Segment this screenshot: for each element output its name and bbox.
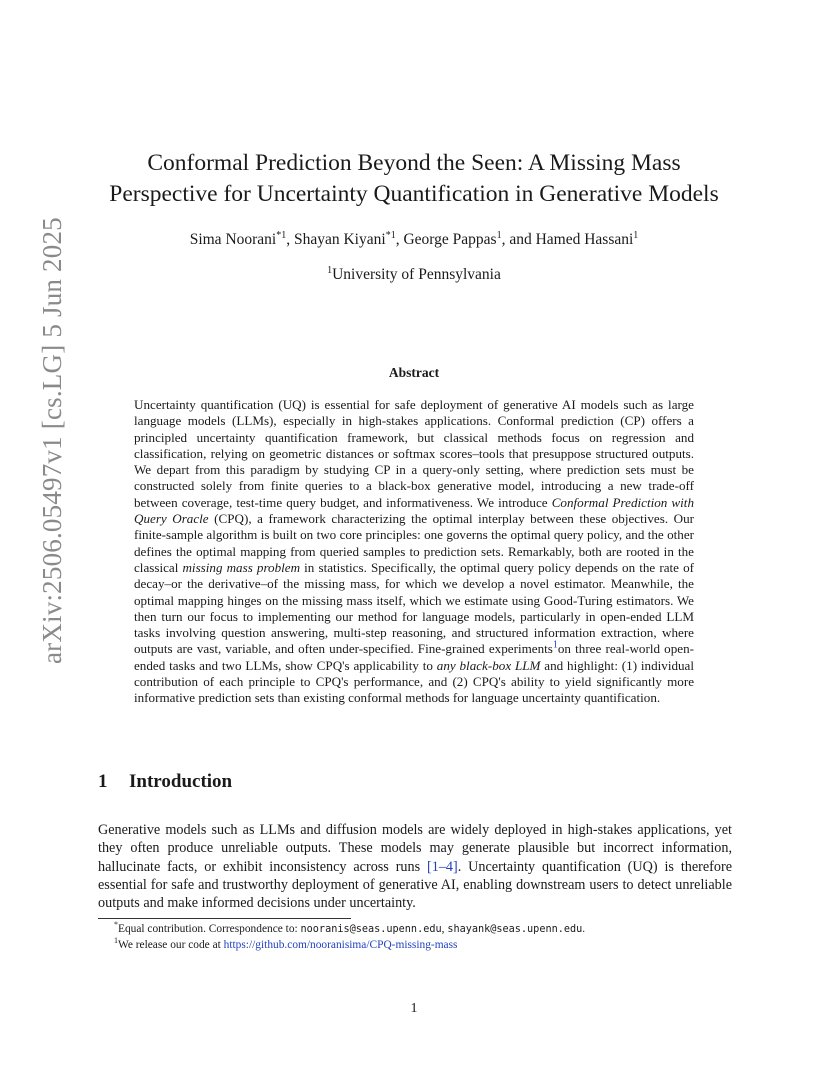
author-1-affil: *1: [276, 229, 287, 241]
author-separator: , and: [501, 231, 536, 248]
author-3-affil: 1: [496, 229, 502, 241]
footnote-2: [114, 935, 734, 954]
footnote-reference[interactable]: 1: [552, 640, 558, 652]
abstract-text: (CPQ), a framework characterizing the optimal interplay between these objectives. Our finite-sample algorithm is built on two core principles: one governs the optimal query policy, and the other defines the optimal mapping from queried samples to prediction sets. Remarkably, both are rooted in the classical: [134, 511, 694, 575]
abstract-emphasis: missing mass problem: [182, 559, 301, 575]
author-3: George Pappas: [403, 231, 497, 248]
author-list: [60, 231, 768, 249]
abstract-body: [134, 397, 694, 707]
affiliation: [60, 266, 768, 284]
page-number: 1: [410, 1001, 418, 1016]
title-line-2: Perspective for Uncertainty Quantification in Generative Models: [109, 181, 719, 207]
author-separator: ,: [395, 231, 404, 248]
abstract-text: in statistics. Specifically, the optimal query policy depends on the rate of decay–or the derivative–of the missing mass, for which we develop a novel estimator. Meanwhile, the optimal mapping hinges on the missing mass itself, which we estimate using Good-Turing estimators. We then turn our focus to implementing our method for language models, particularly in open-ended LLM tasks involving question answering, multi-step reasoning, and structured information extraction, where outputs are vast, variable, and often under-specified. Fine-grained experiments: [134, 559, 694, 657]
title-line-1: Conformal Prediction Beyond the Seen: A Missing Mass: [147, 150, 681, 176]
abstract-emphasis: any black-box LLM: [436, 657, 541, 673]
section-heading: [98, 771, 232, 793]
abstract-text: Uncertainty quantification (UQ) is essential for safe deployment of generative AI models such as large language models (LLMs), especially in high-stakes applications. Conformal prediction (CP) offers a principled uncertainty quantification framework, but classical methods focus on regression and classification, relying on geometric distances or softmax scores–tools that presuppose structured outputs. We depart from this paradigm by studying CP in a query-only setting, where prediction sets must be constructed solely from finite queries to a black-box generative model, introducing a new trade-off between coverage, test-time query budget, and informativeness. We introduce: [134, 397, 694, 510]
affiliation-name: University of Pennsylvania: [332, 266, 501, 283]
footnote-mark: 1: [114, 935, 118, 945]
intro-paragraph: [98, 821, 732, 912]
footnote-text: We release our code at: [118, 938, 224, 951]
paper-title: [60, 148, 768, 210]
citation-link[interactable]: [1–4]: [427, 858, 458, 875]
intro-text: . Uncertainty quantification (UQ) is therefore essential for safe and trustworthy deployment of generative AI, enabling downstream users to detect unreliable outputs and make informed decisions under uncertainty.: [98, 858, 733, 912]
author-separator: ,: [286, 231, 294, 248]
author-1: Sima Noorani: [189, 231, 277, 248]
footnote-1: [114, 922, 734, 938]
code-link[interactable]: https://github.com/nooranisima/CPQ-missing-mass: [223, 938, 458, 951]
abstract-heading: Abstract: [388, 365, 440, 380]
author-4-affil: 1: [633, 229, 639, 241]
footnotes: [114, 922, 734, 953]
footnote-text: ,: [441, 923, 448, 935]
footnote-text: Equal contribution. Correspondence to:: [118, 923, 301, 935]
email-link[interactable]: nooranis@seas.upenn.edu: [300, 924, 442, 935]
abstract-text: on three real-world open-ended tasks and two LLMs, show CPQ's applicability to: [134, 641, 694, 673]
section-number: 1: [98, 771, 108, 792]
intro-text: Generative models such as LLMs and diffusion models are widely deployed in high-stakes applications, yet they often produce unreliable outputs. These models may generate plausible but incorrect information, hallucinate facts, or exhibit inconsistency across runs: [98, 822, 732, 875]
abstract-emphasis: Conformal Prediction with Query Oracle: [134, 494, 694, 527]
author-4: Hamed Hassani: [535, 231, 634, 248]
author-2-affil: *1: [385, 229, 396, 241]
footnote-divider: [98, 918, 351, 919]
abstract-text: and highlight: (1) individual contribution of each principle to CPQ's performance, and (2) CPQ's ability to yield significantly more informative prediction sets than existing conformal methods for language uncertainty quantification.: [134, 657, 695, 706]
email-link[interactable]: shayank@seas.upenn.edu: [447, 924, 583, 935]
arxiv-identifier: arXiv:2506.05497v1 [cs.LG] 5 Jun 2025: [37, 217, 67, 664]
affiliation-mark: 1: [327, 264, 333, 276]
author-2: Shayan Kiyani: [293, 231, 386, 248]
section-title: Introduction: [129, 771, 233, 792]
footnote-mark: *: [114, 920, 118, 930]
footnote-text: .: [582, 923, 586, 935]
